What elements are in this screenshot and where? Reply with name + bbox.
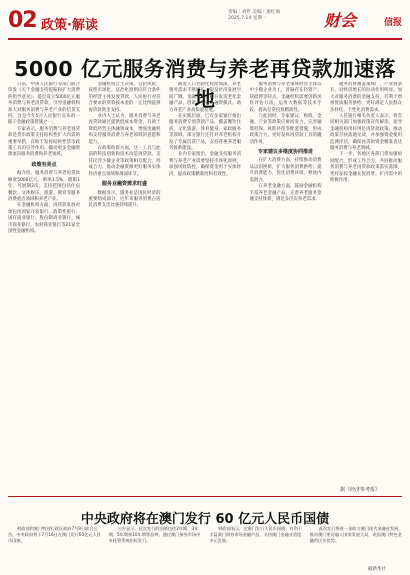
article1-paragraph: 日前，中国人民银行等部门联合印发《关于金融支持提振和扩大消费的指导意见》，提出设立5000亿元服务消费与养老再贷款，引导金融机构加大对服务消费与养老产业的信贷支持。这是今年5月人民银行宣布的一揽子金融政策措施之一。 — [8, 82, 80, 126]
section-number: 02 — [8, 8, 37, 33]
page-header — [8, 4, 402, 40]
article1-paragraph: 据介绍，服务消费与养老再贷款额度5000亿元，利率1.5%，期限1年，可展期2次。支持范围包括住宿餐饮、文体娱乐、旅游、教育等服务消费重点领域和养老产业。 — [8, 171, 80, 202]
article1-paragraph: 服务消费涵盖领域广、产业链条长，对经济增长的拉动作用明显。加大对服务消费的金融支持，有利于增加优质服务供给，更好满足人民群众多样化、个性化消费需求。 — [330, 82, 402, 113]
section-divider — [8, 496, 402, 497]
article1-column-2 — [89, 82, 161, 489]
article1-paragraph: 在扩大消费方面，持续推动消费品以旧换新，扩大服务消费供给，提升消费能力，优化消费环境，释放内需潜力。 — [249, 158, 322, 183]
meta-editors: 责编｜刘哲 美编｜康红丽 — [228, 10, 280, 15]
article2-paragraph: 财政部和澳门特别行政区政府7月9日联合公告，中央政府将于7月16日在澳门发行60亿元人民币国债。 — [8, 526, 101, 543]
article1-column-4 — [250, 82, 322, 489]
article2-paragraph: 财政部表示，在澳门发行人民币国债，有利于丰富澳门债券市场金融产品，支持澳门金融业适度多元发展。 — [209, 526, 302, 543]
article1-subhead: 专家建议多维度协同推进 — [257, 149, 313, 156]
article1-paragraph: 在政策衔接方面，这一工具与此前的科技创新和技术改造再贷款、支持民营小微企业等政策相互配合，形成合力，推动金融资源更好服务实体经济重点领域和薄弱环节。 — [88, 146, 161, 177]
article1-paragraph: 在养老金融方面，鼓励金融机构丰富养老金融产品，完善养老服务金融支持体系，满足多层次养老需求。 — [249, 184, 322, 202]
article2-column-1 — [8, 526, 102, 572]
article1-paragraph: 下一步，各地区各部门将加强协同配合，形成工作合力，共同推动服务消费与养老再贷款政策落实落细，更好发挥金融在促消费、扩内需中的积极作用。 — [330, 152, 402, 184]
article2-column-3 — [209, 526, 303, 572]
article2-headline: 中央政府将在澳门发行 60 亿元人民币国债 — [80, 512, 330, 527]
article2-column-2 — [109, 526, 203, 572]
article1-headline: 5000 亿元服务消费与养老再贷款加速落地 — [14, 57, 396, 111]
article1-paragraph: 在实践层面，已有多家银行推出服务消费专项贷款产品，覆盖餐饮住宿、文化旅游、体育健身、家政服务等领域。部分银行还针对养老机构开发了专属信贷产品，支持普惠养老服务体系建设。 — [169, 114, 241, 152]
article1-paragraph: 随着人口老龄化程度加深，养老服务需求不断增长，银发经济发展空间广阔。金融机构积极开发适老化金融产品，创新养老服务融资模式，助力养老产业高质量发展。 — [169, 82, 241, 113]
article1-source: 据《经济参考报》 — [340, 487, 381, 493]
article1-column-5 — [330, 82, 402, 489]
article1-paragraph: 人民银行相关负责人表示，将会同相关部门加强政策宣传解读，指导金融机构用好用足再贷款政策，推动政策尽快落地见效，并加强资金使用监测评估，确保再贷款资金精准直达服务消费与养老领域。 — [330, 114, 402, 152]
article1-paragraph: 专家表示，服务消费与养老再贷款是货币政策支持结构性扩大内需的重要举措，有助于发挥结构性货币政策工具的引导作用，撬动更多金融资源流向服务消费和养老领域。 — [8, 126, 80, 158]
article1-subhead: 服务业融资需求旺盛 — [101, 181, 147, 188]
page-meta — [228, 10, 318, 22]
masthead-logo — [324, 8, 402, 32]
article1-paragraph: 与此同时，专家建议，财政、金融、产业等政策应协同发力，完善融资担保、风险补偿等配套措施，形成政策合力，更好发挥再贷款工具的撬动作用。 — [249, 114, 322, 145]
article2-paragraph: 公告显示，此次发行的国债包括2年期、3年期、5年期和10年期等品种，通过澳门债券市场中央托管系统招标发行。 — [108, 526, 201, 543]
article1-paragraph: 服务消费与养老领域经营主体以中小微企业为主，普遍存在轻资产、缺抵押等特点。金融机构需要创新风险评估方法，运用大数据等技术手段，提高信贷投放精准性。 — [249, 82, 322, 113]
article2-body — [8, 526, 402, 572]
article1-subhead: 政策有亮点 — [31, 161, 57, 168]
article1-paragraph: 在金融机构方面，再贷款发放对象包括国家开发银行、政策性银行、国有商业银行、股份制商业银行、城市商业银行、农村商业银行等21家全国性金融机构。 — [8, 203, 80, 234]
article2-paragraph: 此次发行将进一步助力澳门现代金融业发展，推动澳门更好融入国家发展大局，巩固澳门特色金融的区位优势。 — [309, 526, 403, 543]
meta-date: 2025.7.14 星期一 — [228, 16, 267, 21]
article1-paragraph: 金融机构自主决策、自担风险，按照市场化、法治化原则向符合条件的经营主体发放贷款，人民银行对符合要求的贷款按本金的一定比例提供再贷款资金支持。 — [88, 82, 161, 113]
logo-main-text: 财会 — [324, 11, 357, 30]
article1-column-1 — [8, 82, 80, 489]
article2-column-4 — [310, 526, 404, 572]
article1-paragraph: 数据显示，服务业是国民经济的重要组成部分，近年来服务消费占居民消费支出比重持续提升。 — [88, 190, 161, 209]
article2-source: 据新华社 — [368, 567, 386, 572]
article1-column-3 — [169, 82, 241, 489]
article1-paragraph: 业内人士认为，服务消费与养老再贷款通过提供低成本资金，有助于降低经营主体融资成本，增强金融机构支持服务消费与养老领域的意愿和能力。 — [88, 114, 161, 145]
logo-tag-text: 信报 — [383, 18, 402, 28]
article1-paragraph: 业内专家指出，金融支持服务消费与养老产业需要坚持市场化原则，加强风险防控，确保资金用于实体经济，提高政策精准度和有效性。 — [169, 152, 241, 177]
article1-body — [8, 82, 402, 489]
section-name: 政策·解读 — [41, 18, 98, 33]
